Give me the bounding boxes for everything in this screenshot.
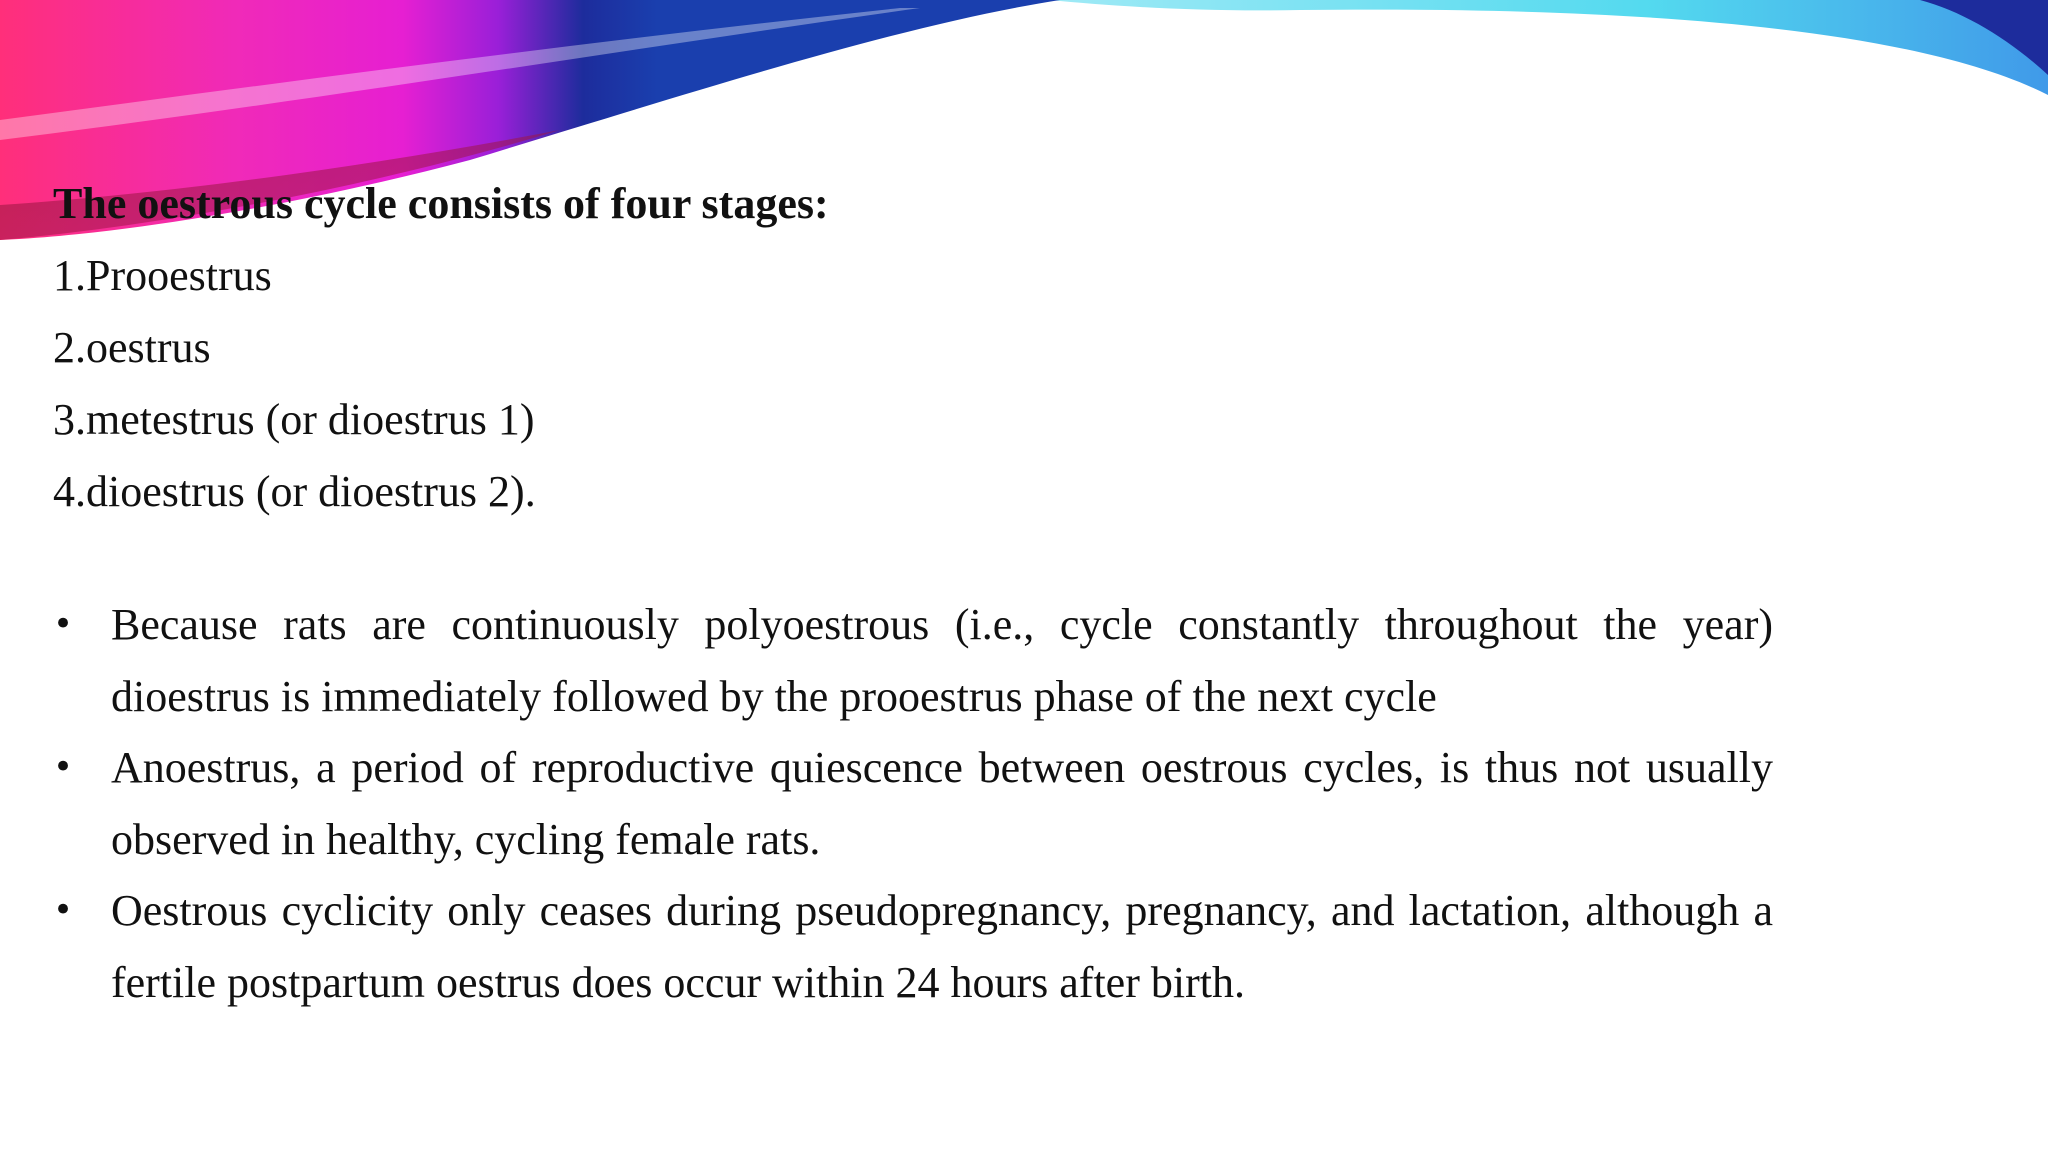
slide-content (53, 168, 1773, 1018)
bullet-item (53, 732, 1773, 875)
stage-item: 3.metestrus (or dioestrus 1) (53, 395, 535, 444)
bullet-dot-icon: • (53, 604, 74, 644)
bullet-dot-icon: • (53, 890, 74, 930)
bullet-text: Oestrous cyclicity only ceases during pseudopregnancy, pregnancy, and lactation, although a fertile postpartum oestrus does occur within 24 hours after birth. (111, 886, 1773, 1007)
bullet-dot-icon: • (53, 747, 74, 787)
bullet-text: Anoestrus, a period of reproductive quiescence between oestrous cycles, is thus not usually observed in healthy, cycling female rats. (111, 743, 1773, 864)
slide-heading: The oestrous cycle consists of four stages: (53, 179, 829, 228)
bullet-text: Because rats are continuously polyoestrous (i.e., cycle constantly throughout the year) dioestrus is immediately followed by the prooestrus phase of the next cycle (111, 600, 1773, 721)
stage-list (53, 240, 1773, 528)
stage-item: 2.oestrus (53, 323, 211, 372)
cyan-swoosh (1050, 0, 2048, 95)
bullet-item (53, 875, 1773, 1018)
stage-item: 1.Prooestrus (53, 251, 272, 300)
bullet-item (53, 589, 1773, 732)
bullet-list (53, 589, 1773, 1018)
stage-item: 4.dioestrus (or dioestrus 2). (53, 467, 536, 516)
